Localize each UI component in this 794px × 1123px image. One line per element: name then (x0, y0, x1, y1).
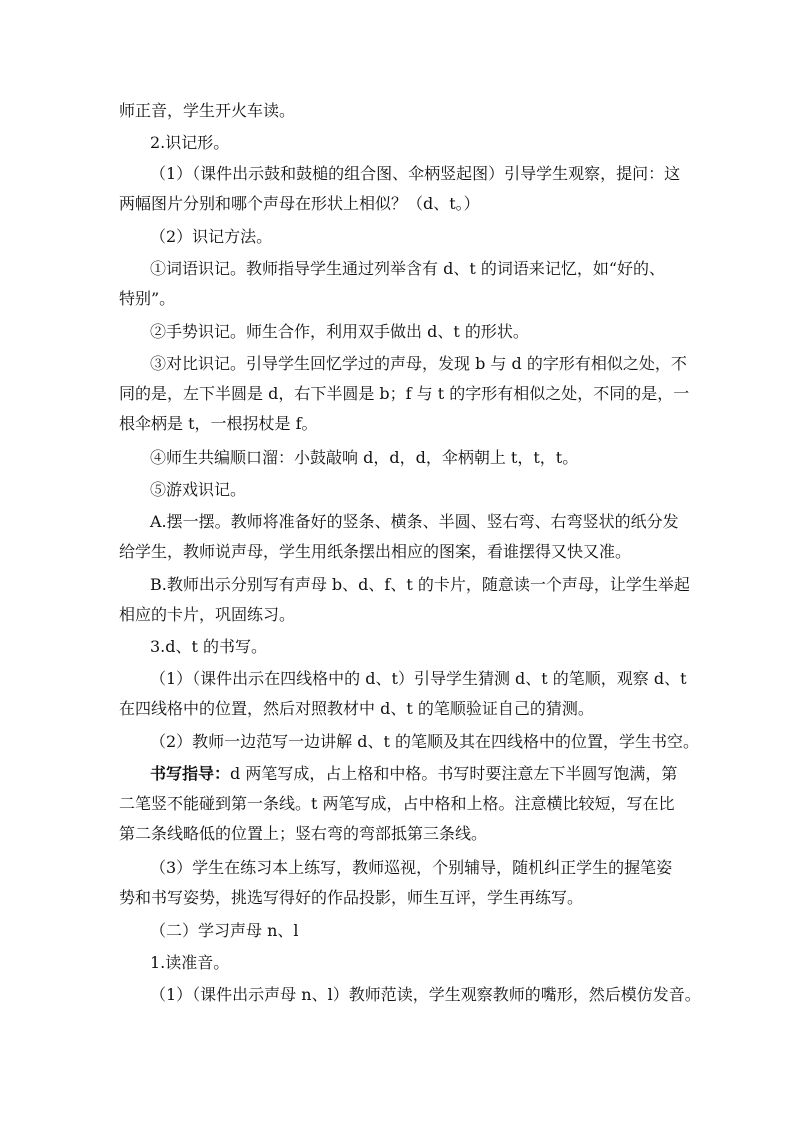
text-line: 师正音，学生开火车读。 (119, 101, 296, 120)
paragraph-7 (119, 349, 690, 439)
paragraph-15 (119, 759, 679, 849)
paragraph-19 (150, 980, 701, 1010)
writing-guide-heading: 书写指导： (150, 764, 231, 783)
text-line: 两幅图片分别和哪个声母在形状上相似？（d、t。） (119, 194, 480, 213)
paragraph-12 (150, 632, 679, 662)
text-line: 相应的卡片，巩固练习。 (119, 605, 296, 624)
paragraph-13 (119, 664, 687, 724)
text-line: 在四线格中的位置，然后对照教材中 d、t 的笔顺验证自己的猜测。 (119, 699, 594, 718)
text-line: 根伞柄是 t，一根拐杖是 f。 (119, 414, 318, 433)
text-line: （2）识记方法。 (150, 227, 273, 246)
text-line: ⑤游戏识记。 (150, 480, 247, 499)
text-line: ②手势识记。师生合作，利用双手做出 d、t 的形状。 (150, 322, 529, 341)
text-line: 第二条线略低的位置上；竖右弯的弯部抵第三条线。 (119, 824, 488, 843)
text-line: 给学生，教师说声母，学生用纸条摆出相应的图案，看谁摆得又快又准。 (119, 542, 632, 561)
paragraph-5 (119, 254, 679, 314)
text-line: （3）学生在练习本上练写，教师巡视，个别辅导，随机纠正学生的握笔姿 (150, 858, 673, 877)
text-line: B.教师出示分别写有声母 b、d、f、t 的卡片，随意读一个声母，让学生举起 (150, 575, 690, 594)
text-line: 2.识记形。 (150, 133, 230, 152)
paragraph-16 (119, 853, 679, 913)
text-line: （1）（课件出示声母 n、l）教师范读，学生观察教师的嘴形，然后模仿发音。 (150, 985, 701, 1004)
paragraph-4 (150, 222, 679, 252)
text-line: 同的是，左下半圆是 d，右下半圆是 b；f 与 t 的字形有相似之处，不同的是，一 (119, 384, 690, 403)
paragraph-6 (150, 317, 679, 347)
paragraph-10 (119, 507, 679, 567)
text-line: （二）学习声母 n、l (150, 921, 299, 940)
paragraph-18 (150, 948, 679, 978)
text-line: （2）教师一边范写一边讲解 d、t 的笔顺及其在四线格中的位置，学生书空。 (150, 732, 700, 751)
text-line (119, 759, 679, 789)
text-line: 二笔竖不能碰到第一条线。t 两笔写成，占中格和上格。注意横比较短，写在比 (119, 794, 675, 813)
text-line: 1.读准音。 (150, 953, 230, 972)
text-line: （1）（课件出示在四线格中的 d、t）引导学生猜测 d、t 的笔顺，观察 d、t (150, 669, 687, 688)
paragraph-11 (119, 570, 690, 630)
paragraph-1 (119, 96, 679, 126)
text-line: 势和书写姿势，挑选写得好的作品投影，师生互评，学生再练写。 (119, 888, 584, 907)
paragraph-2 (150, 128, 679, 158)
text-line: A.摆一摆。教师将准备好的竖条、横条、半圆、竖右弯、右弯竖状的纸分发 (150, 512, 679, 531)
text-run: d 两笔写成，占上格和中格。书写时要注意左下半圆写饱满，第 (230, 764, 678, 783)
text-line: 3.d、t 的书写。 (150, 637, 268, 656)
text-line: 特别”。 (119, 289, 176, 308)
text-line: ④师生共编顺口溜：小鼓敲响 d，d，d，伞柄朝上 t，t，t。 (150, 448, 579, 467)
paragraph-9 (150, 475, 679, 505)
text-line: ③对比识记。引导学生回忆学过的声母，发现 b 与 d 的字形有相似之处，不 (150, 354, 687, 373)
text-line: ①词语识记。教师指导学生通过列举含有 d、t 的词语来记忆，如“好的、 (150, 259, 666, 278)
text-line: （1）（课件出示鼓和鼓槌的组合图、伞柄竖起图）引导学生观察，提问：这 (150, 164, 681, 183)
paragraph-8 (150, 443, 679, 473)
paragraph-14 (150, 727, 700, 757)
section-heading (150, 916, 679, 946)
paragraph-3 (119, 159, 679, 219)
